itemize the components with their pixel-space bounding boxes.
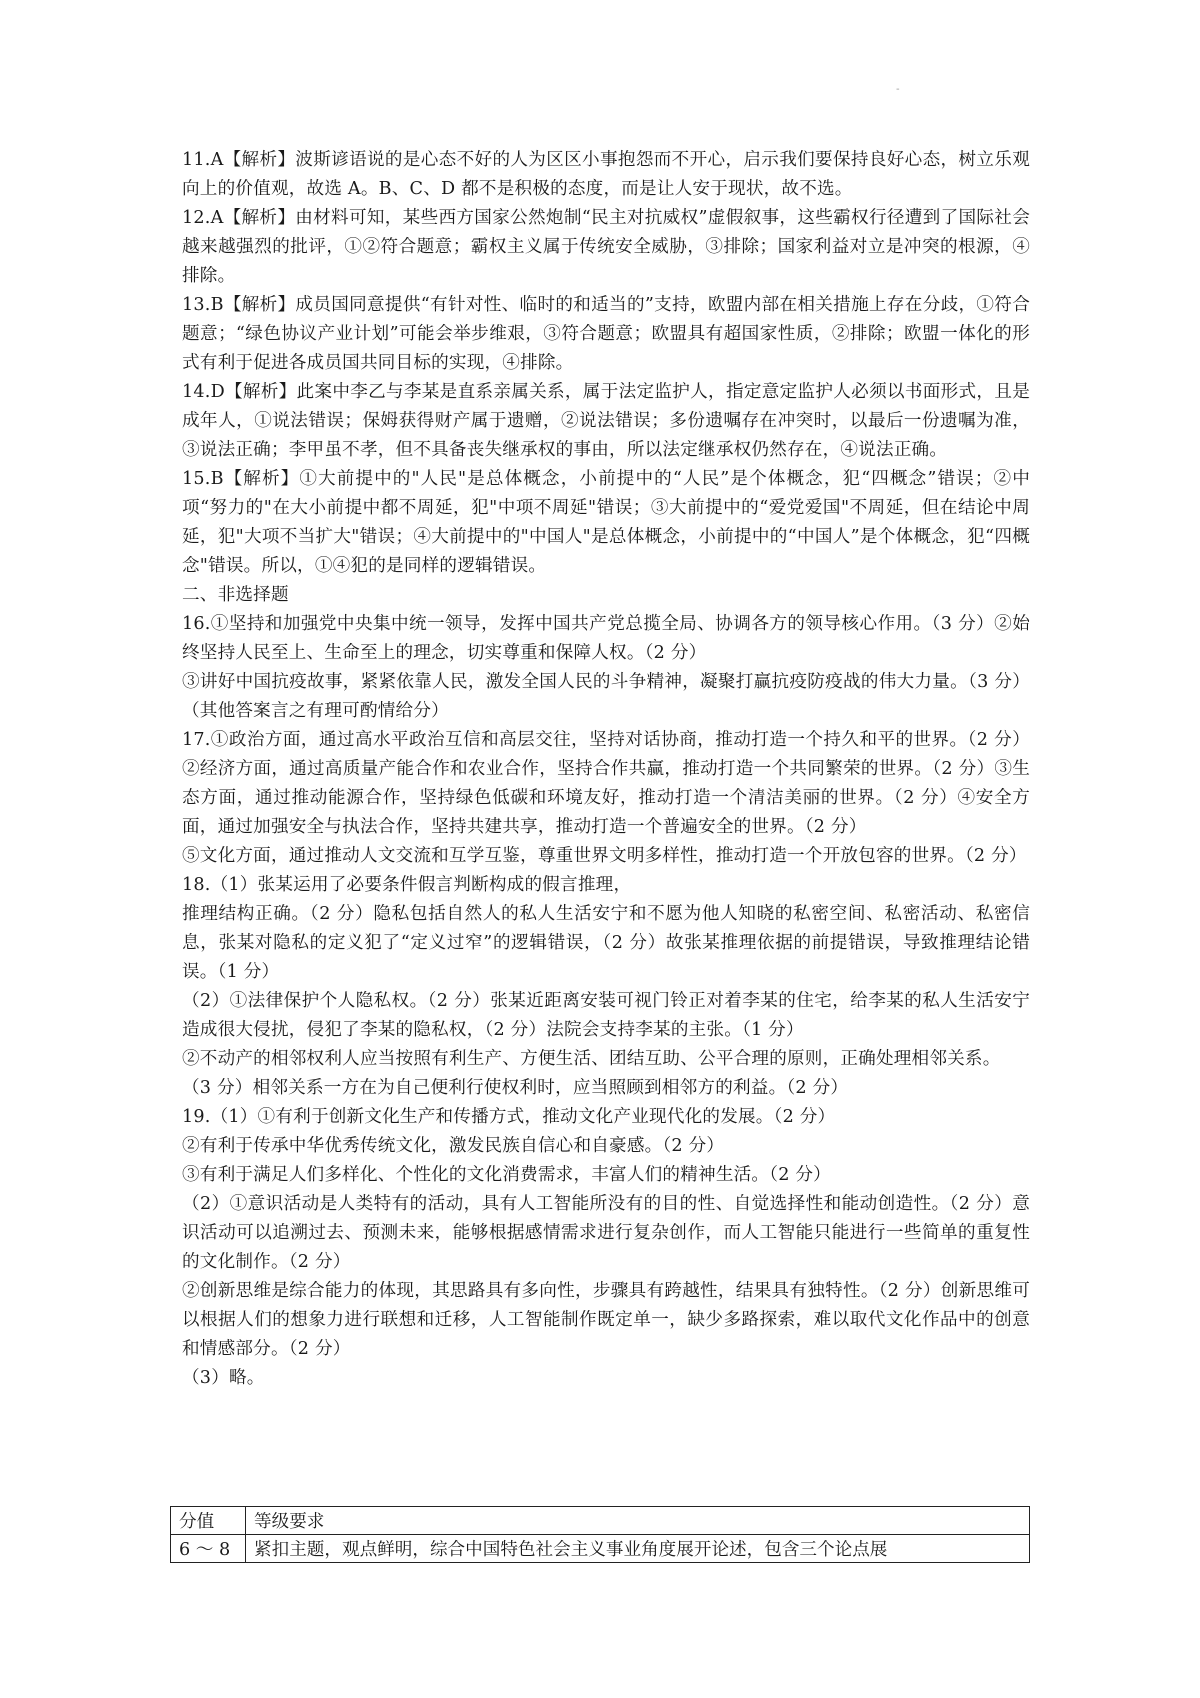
answer-15: 15.B【解析】①大前提中的"人民"是总体概念，小前提中的“人民”是个体概念，犯“四概念”错误；②中项“努力的"在大小前提中都不周延，犯"中项不周延"错误；③大前提中的“爱党爱国"不周延，但在结论中周延，犯"大项不当扩大"错误；④大前提中的"中国人"是总体概念，小前提中的“中国人”是个体概念，犯“四概念"错误。所以，①④犯的是同样的逻辑错误。 <box>182 469 1030 576</box>
answer-11: 11.A【解析】波斯谚语说的是心态不好的人为区区小事抱怨而不开心，启示我们要保持良好心态，树立乐观向上的价值观，故选 A。B、C、D 都不是积极的态度，而是让人安于现状，故不选。 <box>182 150 1030 199</box>
grading-cell-requirement: 紧扣主题，观点鲜明，综合中国特色社会主义事业角度展开论述，包含三个论点展 <box>246 1535 1030 1563</box>
answer-18-part-2c: （3 分）相邻关系一方在为自己便利行使权利时，应当照顾到相邻方的利益。（2 分） <box>182 1078 849 1098</box>
grading-table <box>170 1506 1030 1563</box>
answer-19-part-1a: 19.（1）①有利于创新文化生产和传播方式，推动文化产业现代化的发展。（2 分） <box>182 1107 836 1127</box>
answer-13: 13.B【解析】成员国同意提供“有针对性、临时的和适当的”支持，欧盟内部在相关措施上存在分歧，①符合题意；“绿色协议产业计划”可能会举步维艰，③符合题意；欧盟具有超国家性质，②排除；欧盟一体化的形式有利于促进各成员国共同目标的实现，④排除。 <box>182 295 1030 373</box>
answer-18-intro: 18.（1）张某运用了必要条件假言判断构成的假言推理， <box>182 875 632 895</box>
section-heading-non-choice: 二、非选择题 <box>182 585 289 605</box>
answer-18-part-2: （2）①法律保护个人隐私权。（2 分）张某近距离安装可视门铃正对着李某的住宅，给李某的私人生活安宁造成很大侵扰，侵犯了李某的隐私权，（2 分）法院会支持李某的主张。（1 分） <box>182 991 1030 1040</box>
grading-header-requirement: 等级要求 <box>246 1507 1030 1535</box>
answer-16-part-1: 16.①坚持和加强党中央集中统一领导，发挥中国共产党总揽全局、协调各方的领导核心作用。（3 分）②始终坚持人民至上、生命至上的理念，切实尊重和保障人权。（2 分） <box>182 614 1030 663</box>
grading-header-score: 分值 <box>171 1507 246 1535</box>
answer-17-part-1: 17.①政治方面，通过高水平政治互信和高层交往，坚持对话协商，推动打造一个持久和平的世界。（2 分）②经济方面，通过高质量产能合作和农业合作，坚持合作共赢，推动打造一个共同繁荣的世界。（2 分）③生态方面，通过推动能源合作，坚持绿色低碳和环境友好，推动打造一个清洁美丽的世界。（2 分）④安全方面，通过加强安全与执法合作，坚持共建共享，推动打造一个普遍安全的世界。（2 分） <box>182 730 1030 837</box>
answer-18-part-2b: ②不动产的相邻权利人应当按照有利生产、方便生活、团结互助、公平合理的原则，正确处理相邻关系。 <box>182 1049 1001 1069</box>
page-corner-mark: - <box>896 84 900 95</box>
answer-19-part-2b: ②创新思维是综合能力的体现，其思路具有多向性，步骤具有跨越性，结果具有独特性。（2 分）创新思维可以根据人们的想象力进行联想和迁移，人工智能制作既定单一，缺少多路探索，难以取代文化作品中的创意和情感部分。（2 分） <box>182 1281 1030 1359</box>
answer-19-part-3: （3）略。 <box>182 1368 265 1388</box>
answer-18-part-1: 推理结构正确。（2 分）隐私包括自然人的私人生活安宁和不愿为他人知晓的私密空间、私密活动、私密信息，张某对隐私的定义犯了“定义过窄”的逻辑错误，（2 分）故张某推理依据的前提错误，导致推理结论错误。（1 分） <box>182 904 1030 982</box>
table-row <box>171 1535 1030 1563</box>
answer-key-document <box>182 146 1030 1393</box>
answer-19-part-2a: （2）①意识活动是人类特有的活动，具有人工智能所没有的目的性、自觉选择性和能动创造性。（2 分）意识活动可以追溯过去、预测未来，能够根据感情需求进行复杂创作，而人工智能只能进行一些简单的重复性的文化制作。（2 分） <box>182 1194 1030 1272</box>
answer-16-part-2: ③讲好中国抗疫故事，紧紧依靠人民，激发全国人民的斗争精神，凝聚打赢抗疫防疫战的伟大力量。（3 分）（其他答案言之有理可酌情给分） <box>182 672 1030 721</box>
answer-17-part-2: ⑤文化方面，通过推动人文交流和互学互鉴，尊重世界文明多样性，推动打造一个开放包容的世界。（2 分） <box>182 846 1027 866</box>
grading-cell-score: 6 ～ 8 <box>171 1535 246 1563</box>
answer-19-part-1c: ③有利于满足人们多样化、个性化的文化消费需求，丰富人们的精神生活。（2 分） <box>182 1165 831 1185</box>
grading-table-header-row <box>171 1507 1030 1535</box>
answer-12: 12.A【解析】由材料可知，某些西方国家公然炮制“民主对抗威权”虚假叙事，这些霸权行径遭到了国际社会越来越强烈的批评，①②符合题意；霸权主义属于传统安全威胁，③排除；国家利益对立是冲突的根源，④排除。 <box>182 208 1030 286</box>
answer-14: 14.D【解析】此案中李乙与李某是直系亲属关系，属于法定监护人，指定意定监护人必须以书面形式，且是成年人，①说法错误；保姆获得财产属于遗赠，②说法错误；多份遗嘱存在冲突时，以最后一份遗嘱为准，③说法正确；李甲虽不孝，但不具备丧失继承权的事由，所以法定继承权仍然存在，④说法正确。 <box>182 382 1030 460</box>
answer-19-part-1b: ②有利于传承中华优秀传统文化，激发民族自信心和自豪感。（2 分） <box>182 1136 725 1156</box>
